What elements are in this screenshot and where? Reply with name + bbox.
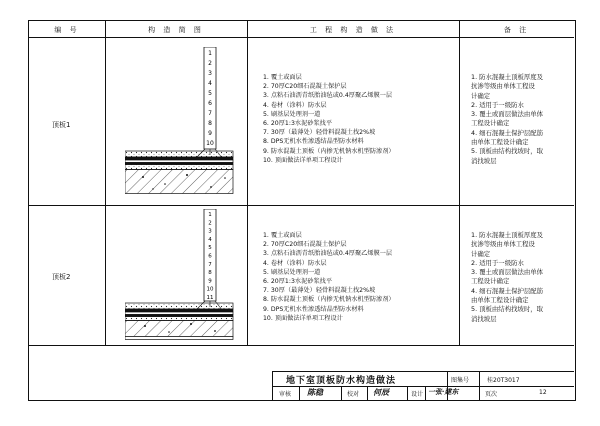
- note-line: 计确定: [471, 91, 491, 100]
- layer-list-1: [263, 73, 395, 165]
- ruler-number: 6: [208, 100, 212, 107]
- header-divider: [29, 37, 574, 38]
- note-line: 消找坡层: [471, 156, 497, 165]
- ruler-number: 10: [206, 140, 214, 147]
- checker-signature: 何辰: [373, 387, 389, 397]
- layer-item: 3. 点粘石油沥青纸胎油毡或0.4厚聚乙烯膜一层: [263, 250, 393, 258]
- ruler-number: 7: [208, 261, 212, 268]
- ruler-number: 3: [208, 70, 212, 77]
- row-divider: [29, 205, 574, 206]
- layer-list-2: [263, 231, 395, 323]
- note-line: 3. 覆土或面层做法由单体: [471, 268, 544, 277]
- note-line: 抗渗等级由单体工程设: [471, 240, 535, 249]
- layer-item: 8. 防水混凝土顶板（内掺无机钠水机型防渗剂）: [263, 296, 395, 304]
- ruler-number: 4: [208, 236, 212, 243]
- tb-divider: [479, 371, 480, 400]
- layer-item: 10. 顶面做法详单项工程设计: [263, 314, 343, 322]
- atlas-number-value: 桂20T3017: [487, 377, 520, 384]
- layer-item: 10. 顶面做法详单项工程设计: [263, 156, 343, 164]
- row-label: 顶板1: [52, 121, 71, 129]
- ruler-number: 5: [208, 90, 212, 97]
- layer-item: 5. 刷基层处理剂一道: [263, 110, 321, 118]
- layer-item: 6. 20厚1:3水泥砂浆找平: [263, 120, 333, 128]
- tb-divider: [425, 386, 426, 400]
- note-line: 抗渗等级由单体工程设: [471, 82, 535, 91]
- ruler-number: 3: [208, 228, 212, 235]
- layer-item: 5. 刷基层处理剂一道: [263, 268, 321, 276]
- note-line: 3. 覆土或面层做法由单体: [471, 110, 544, 119]
- layer-item: 7. 30厚（最薄处）轻骨料混凝土找2%坡: [263, 129, 376, 137]
- ruler-number: 10: [206, 286, 214, 293]
- notes-list-1: [471, 73, 543, 166]
- col-divider-1: [105, 21, 106, 345]
- page-label: 页次: [485, 391, 498, 398]
- note-line: 工程设计确定: [471, 277, 510, 286]
- tb-divider: [407, 386, 408, 400]
- header-method: 工 程 构 造 做 法: [309, 26, 397, 34]
- ruler-number: 2: [208, 220, 212, 227]
- designer-label: 设计: [411, 391, 424, 398]
- row-label: 顶板2: [52, 273, 71, 281]
- ruler-number: 8: [208, 270, 212, 277]
- note-line: 消找坡层: [471, 314, 497, 323]
- section-diagram-2: [125, 209, 235, 341]
- tb-divider: [341, 386, 342, 400]
- layer-item: 7. 30厚（最薄处）轻骨料混凝土找2%坡: [263, 287, 376, 295]
- drawing-sheet: [28, 20, 576, 401]
- layer-item: 2. 70厚C20细石混凝土保护层: [263, 83, 347, 91]
- tb-top-line: [272, 371, 574, 372]
- note-line: 计确定: [471, 249, 491, 258]
- tb-divider: [367, 386, 368, 400]
- layer-item: 1. 覆土或面层: [263, 74, 302, 81]
- note-line: 1. 防水混凝土顶板厚度及: [471, 231, 544, 239]
- reviewer-signature: 陈稳: [307, 387, 323, 397]
- ruler-numbers: [206, 50, 214, 147]
- tb-divider: [299, 386, 300, 400]
- ruler-number: 7: [208, 110, 212, 117]
- note-line: 5. 顶板由结构找坡时，取: [471, 147, 544, 156]
- col-divider-2: [247, 21, 248, 345]
- note-line: 由单体工程设计确定: [471, 296, 529, 305]
- header-notes: 备 注: [503, 26, 530, 34]
- layer-item: 9. 防水混凝土顶板（内掺无机钠水机型防渗剂）: [263, 147, 395, 155]
- note-line: 1. 防水混凝土顶板厚度及: [471, 73, 544, 81]
- ruler-number: 5: [208, 245, 212, 252]
- note-line: 2. 适用于一级防水: [471, 100, 524, 109]
- reviewer-label: 审核: [279, 391, 292, 398]
- header-diagram: 构 造 简 图: [148, 26, 204, 34]
- layer-item: 3. 点粘石油沥青纸胎油毡或0.4厚聚乙烯膜一层: [263, 92, 393, 100]
- note-line: 由单体工程设计确定: [471, 138, 529, 147]
- header-number: 编 号: [54, 26, 80, 34]
- layer-item: 1. 覆土或面层: [263, 232, 302, 239]
- layer-item: 8. DPS无机水性渗透结晶型防水材料: [263, 138, 364, 146]
- note-line: 4. 细石混凝土保护层配筋: [471, 128, 544, 137]
- ruler-number: 8: [208, 120, 212, 127]
- checker-label: 校对: [347, 391, 360, 398]
- layer-item: 6. 20厚1:3水泥砂浆找平: [263, 278, 333, 286]
- note-line: 工程设计确定: [471, 119, 510, 128]
- layer-item: 2. 70厚C20细石混凝土保护层: [263, 241, 347, 249]
- ruler-numbers: [207, 212, 214, 301]
- designer-signature: 一张·建东: [428, 387, 459, 396]
- layer-item: 9. DPS无机水性渗透结晶型防水材料: [263, 305, 364, 313]
- ruler-number: 1: [208, 212, 212, 218]
- layer-item: 4. 卷材（涂料）防水层: [263, 101, 327, 109]
- notes-list-2: [471, 231, 543, 324]
- section-diagram-1: [125, 47, 235, 195]
- layer-item: 4. 卷材（涂料）防水层: [263, 259, 327, 267]
- drawing-title: 地下室顶板防水构造做法: [286, 376, 397, 386]
- col-divider-3: [459, 21, 460, 345]
- ruler-number: 9: [208, 130, 212, 137]
- note-line: 4. 细石混凝土保护层配筋: [471, 286, 544, 295]
- page-number: 12: [539, 389, 547, 396]
- atlas-number-label: 图集号: [451, 377, 470, 384]
- ruler-number: 1: [208, 50, 212, 57]
- ruler-number: 6: [208, 253, 212, 260]
- ruler-number: 9: [208, 278, 212, 285]
- ruler-number: 11: [206, 295, 214, 301]
- ruler-number: 4: [208, 80, 212, 87]
- ruler-number: 2: [208, 60, 212, 67]
- note-line: 5. 顶板由结构找坡时，取: [471, 305, 544, 314]
- note-line: 2. 适用于一级防水: [471, 258, 524, 267]
- table-bottom-line: [29, 345, 574, 346]
